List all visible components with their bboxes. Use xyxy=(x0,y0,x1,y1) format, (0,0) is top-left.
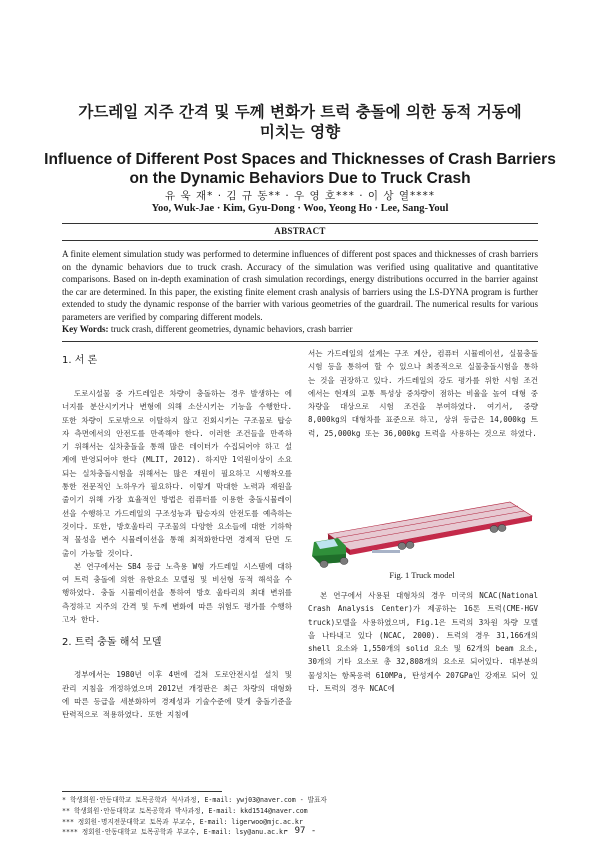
abstract-heading: ABSTRACT xyxy=(274,226,326,236)
title-korean-line-1: 가드레일 지주 간격 및 두께 변화가 트럭 충돌에 의한 동적 거동에 xyxy=(78,103,522,121)
authors-korean: 유 욱 재* · 김 규 동** · 우 영 호*** · 이 상 열**** xyxy=(165,190,435,202)
model-paragraph-1: 정부에서는 1980년 이후 4번에 걸쳐 도로안전시설 설치 및 관리 지침을 개정하였으며 2012년 개정판은 최근 차량의 대형화에 따른 등급을 세분화하여 경제성과 기술수준에 맞게 충돌기준을 탄력적으로 적용하였다. 또한 지침에 xyxy=(62,670,292,720)
footnote-3: *** 정회원·명지전문대학교 토목과 부교수, E-mail: ligerwoo@mjc.ac.kr xyxy=(62,817,303,826)
truck-model-figure xyxy=(306,498,538,568)
keywords-rule xyxy=(62,341,538,342)
intro-paragraph-1: 도로시설물 중 가드레일은 차량이 충돌하는 경우 발생하는 에너지를 분산시키거나 변형에 의해 소산시키는 기능을 수행한다. 또한 차량이 도로밖으로 이탈하지 않고 진회시키는 구조물로 탑승자 측면에서의 안전도를 만족해야 한다. 이러한 조건들을 만족하기 위해서는 실차충돌을 통해 많은 데이터가 수집되어야 하고 설계에 반영되어야 한다 (MLIT, 2012). 하지만 1억원이상이 소요되는 실차충돌시험을 위해서는 많은 재원이 필요하고 시행착오를 통한 전문적인 노하우가 필요하다. 이렇게 막대한 노력과 재원을 줄이기 위해 가장 효율적인 방법은 컴퓨터를 이용한 충돌시뮬레이션을 수행하고 가드레일의 구조성능과 탑승자의 안전도를 예측하는 것이다. 또한, 방호울타리 구조물의 다양한 요소들에 대한 기하학적 물성을 변수 시뮬레이션을 통해 최적화한다면 경제적 단면 도출이 가능할 것이다. xyxy=(62,389,292,558)
keywords-label: Key Words: xyxy=(62,324,109,334)
footnote-4: **** 정회원·안동대학교 토목공학과 부교수, E-mail: lsy@anu.ac.kr xyxy=(62,828,287,837)
abstract-top-rule xyxy=(62,223,538,224)
middle-wheel xyxy=(398,543,406,550)
right-column-bottom xyxy=(308,589,538,695)
footnote-1: * 학생회원·안동대학교 토목공학과 석사과정, E-mail: ywj03@naver.com - 발표자 xyxy=(62,796,327,804)
intro-paragraph-2: 본 연구에서는 SB4 등급 노측용 W형 가드레일 시스템에 대하여 트럭 충돌에 의한 유한요소 모델링 및 비선형 동적 해석을 수행하였다. 충돌 시뮬레이션을 통하여 방호 울타리의 최대 변위를 측정하고 지주의 간격 및 두께 변화에 따른 위험도 평가를 수행하고자 한다. xyxy=(62,561,292,625)
test-conditions-paragraph: 서는 가드레일의 설계는 구조 계산, 컴퓨터 시뮬레이션, 실물충돌시험 등을 통하여 할 수 있으나 최종적으로 실물충돌시험을 통하는 것을 권장하고 있다. 가드레일의 강도 평가를 위한 시험 조건에서는 현재의 교통 특성상 중차량이 점하는 비율을 높여 대형 중차량을 대상으로 시험 조건을 부여하였다. 여기서, 중량 8,000kg의 대형차를 표준으로 하고, 상위 등급은 14,000kg 트럭, 25,000kg 또는 36,000kg 트럭을 사용하는 것으로 하였다. xyxy=(308,349,538,438)
front-wheel xyxy=(320,561,328,568)
keywords-list: truck crash, different geometries, dynamic behaviors, crash barrier xyxy=(110,324,353,334)
rear-wheel xyxy=(490,526,498,533)
abstract-body: A finite element simulation study was performed to determine influences of different post spaces and thicknesses of crash barriers on the dynamic behaviors due to truck crash. Accuracy of the simulation was verified using qualitative and quantitative comparisons. Based on in-depth examination of crash simulation recordings, energy distributions occurred in the barrier against the car are determined. In this paper, the existing finite element crash analysis of barriers using the LS-DYNA program is further extended to study the dynamic response of the barrier with various geometries of the guardrail. The numerical results for various parameters are verified by comparing different models. xyxy=(62,249,538,322)
figure-1-caption: Fig. 1 Truck model xyxy=(389,570,455,580)
title-korean-line-2: 미치는 영향 xyxy=(259,123,341,141)
footnote-rule xyxy=(62,791,222,792)
abstract-heading-rule xyxy=(62,240,538,241)
title-english-line-2: on the Dynamic Behaviors Due to Truck Crash xyxy=(129,170,471,187)
front-wheel xyxy=(340,558,348,565)
truck-fuel-tank xyxy=(372,550,400,553)
section-1-heading: 1. 서 론 xyxy=(62,355,98,366)
keywords xyxy=(62,324,538,334)
right-column-top xyxy=(308,347,538,440)
truck-model-paragraph: 본 연구에서 사용된 대형차의 경우 미국의 NCAC(National Crash Analysis Center)가 제공하는 16톤 트럭(CME-HGV truck)모델을 사용하였으며, Fig.1은 트럭의 3차원 차량 모델을 나타내고 있다 (NCAC, 2000). 트럭의 경우 31,166개의 shell 요소와 1,550개의 solid 요소 및 62개의 beam 요소, 30개의 기타 요소로 총 32,808개의 요소로 되어있다. 대부분의 물성치는 항복응력 610MPa, 탄성계수 207GPa인 강재로 되어 있다. 트럭의 경우 NCAC에 xyxy=(308,591,538,694)
authors-english: Yoo, Wuk-Jae · Kim, Gyu-Dong · Woo, Yeong Ho · Lee, Sang-Youl xyxy=(151,203,449,214)
footnote-2: ** 학생회원·안동대학교 토목공학과 박사과정, E-mail: kkd1514@naver.com xyxy=(62,806,308,815)
title-english-line-1: Influence of Different Post Spaces and Thicknesses of Crash Barriers xyxy=(44,151,556,168)
section-2-heading: 2. 트럭 충돌 해석 모델 xyxy=(62,637,162,649)
middle-wheel xyxy=(406,542,414,549)
left-column xyxy=(62,349,292,722)
rear-wheel xyxy=(498,525,506,532)
page-number: - 97 - xyxy=(283,826,317,836)
